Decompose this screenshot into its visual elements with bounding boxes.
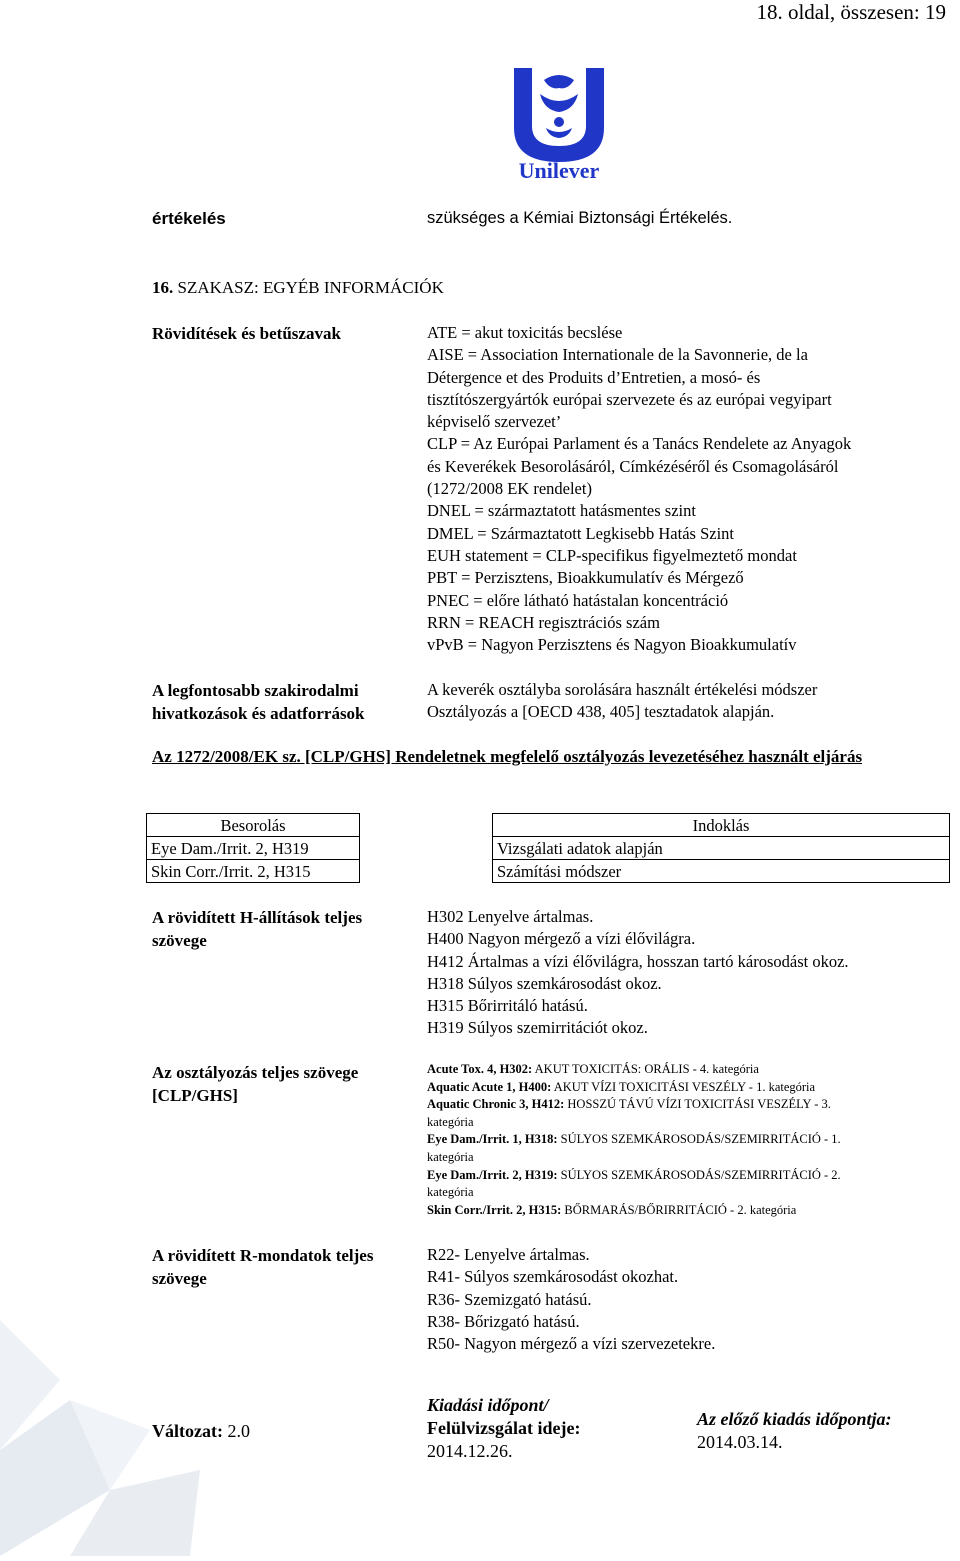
r-phrases-label: A rövidített R-mondatok teljes szövege [152, 1246, 374, 1288]
references-label: A legfontosabb szakirodalmi hivatkozások és adatforrások [152, 681, 365, 723]
table-header: Besorolás [147, 814, 360, 837]
abbreviation-line: PNEC = előre látható hatástalan koncentráció [427, 590, 729, 610]
r-phrase: R50- Nagyon mérgező a vízi szervezetekre. [427, 1334, 716, 1354]
svg-text:Unilever: Unilever [518, 158, 600, 182]
classification-item: Acute Tox. 4, H302: AKUT TOXICITÁS: ORÁLIS - 4. kategória [427, 1062, 759, 1076]
clp-heading: Az 1272/2008/EK sz. [CLP/GHS] Rendeletnek megfelelő osztályozás levezetéséhez használt eljárás [152, 747, 863, 766]
classification-item: Aquatic Chronic 3, H412: HOSSZÚ TÁVÚ VÍZI TOXICITÁSI VESZÉLY - 3. [427, 1097, 831, 1112]
footer-previous-date: Az előző kiadás időpontja: 2014.03.14. [697, 1409, 892, 1452]
section-title: 16. SZAKASZ: EGYÉB INFORMÁCIÓK [152, 278, 444, 297]
h-statements-list [427, 906, 849, 1040]
classification-item: Aquatic Acute 1, H400: AKUT VÍZI TOXICITÁSI VESZÉLY - 1. kategória [427, 1079, 816, 1094]
h-statement: H318 Súlyos szemkárosodást okoz. [427, 973, 662, 993]
h-statements-label: A rövidített H-állítások teljes szövege [152, 908, 363, 950]
abbreviations-label: Rövidítések és betűszavak [152, 324, 341, 343]
table-cell: Eye Dam./Irrit. 2, H319 [147, 837, 360, 860]
abbreviations-list [427, 322, 851, 656]
abbreviation-line: RRN = REACH regisztrációs szám [427, 612, 660, 632]
abbreviation-line: AISE = Association Internationale de la Savonnerie, de la [427, 345, 808, 365]
abbreviation-line: EUH statement = CLP-specifikus figyelmeztető mondat [427, 545, 797, 565]
unilever-logo-icon [500, 62, 618, 182]
footer-issue-date: Kiadási időpont/ Felülvizsgálat ideje: 2014.12.26. [427, 1395, 581, 1461]
r-phrase: R36- Szemizgató hatású. [427, 1289, 592, 1309]
abbreviation-line: képviselő szervezet’ [427, 412, 562, 432]
r-phrase: R38- Bőrizgató hatású. [427, 1311, 580, 1331]
abbreviation-line: DNEL = származtatott hatásmentes szint [427, 501, 696, 521]
full-classification-label: Az osztályozás teljes szövege [CLP/GHS] [152, 1063, 359, 1105]
references-text: A keverék osztályba sorolására használt értékelési módszer Osztályozás a [OECD 438, 405] tesztadatok alapján. [427, 680, 818, 722]
classification-item: Eye Dam./Irrit. 2, H319: SÚLYOS SZEMKÁROSODÁS/SZEMIRRITÁCIÓ - 2. [427, 1167, 841, 1182]
h-statement: H412 Ártalmas a vízi élővilágra, hosszan tartó károsodást okoz. [427, 951, 849, 971]
abbreviation-line: PBT = Perzisztens, Bioakkumulatív és Mérgező [427, 568, 744, 588]
classification-table-right [492, 813, 950, 883]
abbreviation-line: tisztítószergyártók európai szervezete és az európai vegyipart [427, 389, 832, 409]
page-number: 18. oldal, összesen: 19 [756, 0, 946, 24]
table-header: Indoklás [493, 814, 950, 837]
abbreviation-line: Détergence et des Produits d’Entretien, a mosó- és [427, 367, 761, 387]
abbreviation-line: (1272/2008 EK rendelet) [427, 479, 592, 499]
abbreviation-line: vPvB = Nagyon Perzisztens és Nagyon Bioakkumulatív [427, 635, 797, 655]
h-statement: H319 Súlyos szemirritációt okoz. [427, 1018, 648, 1038]
classification-table-left [146, 813, 360, 883]
h-statement: H315 Bőrirritáló hatású. [427, 996, 588, 1016]
evaluation-value: szükséges a Kémiai Biztonsági Értékelés. [427, 209, 733, 227]
footer-version: Változat: 2.0 [152, 1421, 250, 1441]
abbreviation-line: és Keverékek Besorolásáról, Címkézéséről és Csomagolásáról [427, 456, 839, 476]
table-cell: Vizsgálati adatok alapján [493, 837, 950, 860]
abbreviation-line: ATE = akut toxicitás becslése [427, 323, 623, 342]
classification-item: Eye Dam./Irrit. 1, H318: SÚLYOS SZEMKÁROSODÁS/SZEMIRRITÁCIÓ - 1. [427, 1132, 841, 1147]
h-statement: H400 Nagyon mérgező a vízi élővilágra. [427, 929, 696, 949]
h-statement: H302 Lenyelve ártalmas. [427, 907, 594, 926]
r-phrases-list [427, 1244, 715, 1355]
abbreviation-line: CLP = Az Európai Parlament és a Tanács Rendelete az Anyagok [427, 434, 852, 454]
table-cell: Számítási módszer [493, 860, 950, 883]
r-phrase: R41- Súlyos szemkárosodást okozhat. [427, 1267, 679, 1287]
r-phrase: R22- Lenyelve ártalmas. [427, 1245, 590, 1264]
evaluation-label: értékelés [152, 209, 226, 228]
unilever-logo [500, 62, 618, 182]
abbreviation-line: DMEL = Származtatott Legkisebb Hatás Szint [427, 523, 734, 543]
table-cell: Skin Corr./Irrit. 2, H315 [147, 860, 360, 883]
classification-item: Skin Corr./Irrit. 2, H315: BŐRMARÁS/BŐRIRRITÁCIÓ - 2. kategória [427, 1202, 797, 1217]
full-classification-list: Acute Tox. 4, H302: AKUT TOXICITÁS: ORÁLIS - 4. kategória Aquatic Acute 1, H400: AKUT VÍZI TOXICITÁSI VESZÉLY - 1. kategória Aquatic Chronic 3, H412: HOSSZÚ TÁVÚ VÍZI TOXICITÁSI VESZÉLY - 3. kategória Eye Dam./Irrit. 1, H318: SÚLYOS SZEMKÁROSODÁS/SZEMIRRITÁCIÓ - 1. kategória Eye Dam./Irrit. 2, H319: SÚLYOS SZEMKÁROSODÁS/SZEMIRRITÁCIÓ - 2. kategória Skin Corr./Irrit. 2, H315: BŐRMARÁS/BŐRIRRITÁCIÓ - 2. kategória [427, 1061, 841, 1219]
